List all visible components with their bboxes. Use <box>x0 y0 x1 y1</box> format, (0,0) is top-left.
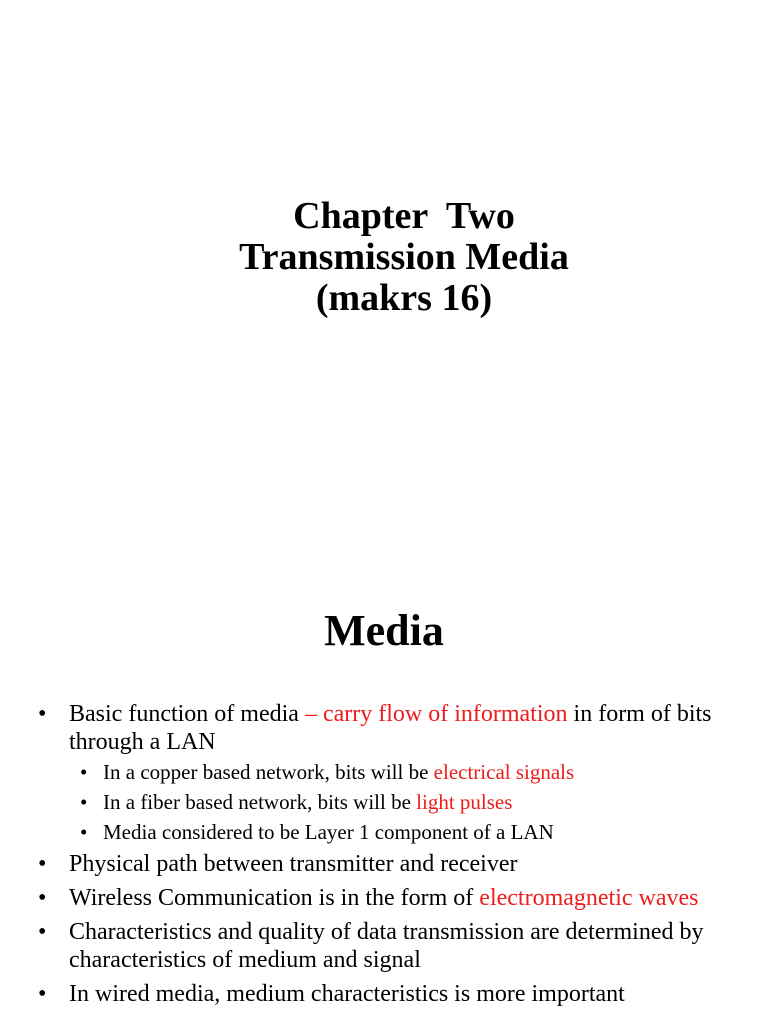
bullet-text: In wired media, medium characteristics is more important <box>69 981 625 1007</box>
sub-bullet-item <box>0 760 728 784</box>
media-heading: Media <box>324 606 444 655</box>
title-line-topic: Transmission Media <box>239 236 569 278</box>
bullet-item <box>0 700 768 844</box>
title-line-chapter: Chapter Two <box>293 195 515 237</box>
highlight-text: light pulses <box>416 790 513 814</box>
bullet-icon: • <box>38 919 47 945</box>
bullet-text: Characteristics and quality of data transmission are determined by characteristics of medium and signal <box>69 919 704 973</box>
bullet-icon: • <box>38 701 47 727</box>
media-slide <box>0 576 768 1024</box>
sub-bullet-text: Media considered to be Layer 1 component of a LAN <box>103 820 554 844</box>
highlight-text: – carry flow of information <box>304 701 568 727</box>
sub-bullet-item <box>0 790 728 814</box>
bullet-icon: • <box>80 760 88 784</box>
highlight-text: electromagnetic waves <box>479 885 699 911</box>
bullet-text: Physical path between transmitter and receiver <box>69 851 518 877</box>
bullet-text: Wireless Communication is in the form of <box>69 885 480 911</box>
sub-bullet-text: In a copper based network, bits will be <box>103 760 434 784</box>
bullet-icon: • <box>38 981 47 1007</box>
sub-bullet-list <box>69 760 728 844</box>
bullet-item <box>0 884 768 912</box>
bullet-list <box>0 700 768 1014</box>
bullet-text: in form of bits through a LAN <box>69 701 712 755</box>
bullet-item <box>0 850 768 878</box>
bullet-icon: • <box>38 851 47 877</box>
highlight-text: electrical signals <box>433 760 575 784</box>
bullet-text: Basic function of media <box>69 701 305 727</box>
title-line-marks: (makrs 16) <box>315 277 493 319</box>
bullet-icon: • <box>38 885 47 911</box>
bullet-item <box>0 980 768 1008</box>
bullet-icon: • <box>80 820 88 844</box>
sub-bullet-text: In a fiber based network, bits will be <box>103 790 417 814</box>
bullet-icon: • <box>80 790 88 814</box>
sub-bullet-item <box>0 820 728 844</box>
slide-title <box>0 196 768 319</box>
bullet-item <box>0 918 768 974</box>
